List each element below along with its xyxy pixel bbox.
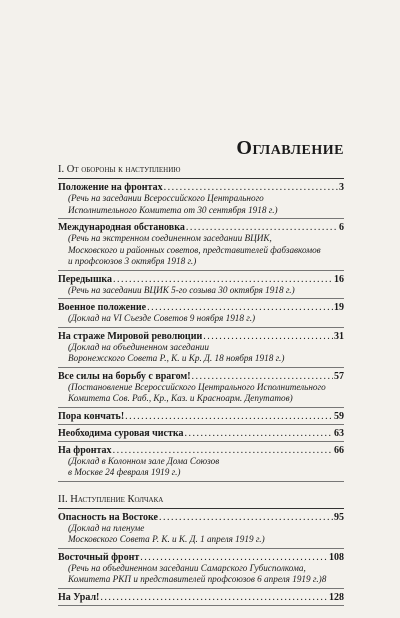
leader-dots [113, 274, 333, 285]
page-number: 16 [334, 273, 344, 285]
toc-entry [58, 589, 344, 605]
entry-title: Необходима суровая чистка [58, 427, 184, 439]
section-heading-1: I. От обороны к наступлению [58, 164, 181, 175]
entry-note: (Доклад в Колонном зале Дома Союзов в Москве 24 февраля 1919 г.) [68, 455, 220, 477]
page-number: 57 [334, 370, 344, 382]
entry-title: Пора кончать! [58, 410, 125, 422]
entry-title: Восточный фронт [58, 551, 140, 563]
page-number: 63 [334, 427, 344, 439]
entry-note: (Доклад на пленуме Московского Совета Р. К. и К. Д. 1 апреля 1919 г.) [68, 522, 265, 544]
entry-title: Военное положение [58, 302, 147, 313]
page-number: 19 [334, 302, 344, 313]
page-number: 59 [334, 410, 344, 422]
entry-title: Передышка [58, 273, 113, 285]
entry-note: (Доклад на VI Съезде Советов 9 ноября 1918 г.) [68, 313, 256, 323]
toc-entry [58, 368, 344, 407]
entry-title: На фронтах [58, 444, 112, 456]
toc-entry [58, 328, 344, 367]
toc-entry [58, 219, 344, 270]
entry-note: (Доклад на объединенном заседании Воронежского Совета Р., К. и Кр. Д. 18 ноября 1918 г.) [68, 341, 285, 363]
entry-title: На Урал! [58, 591, 100, 603]
leader-dots [100, 592, 328, 603]
entry-note: (Речь на заседании ВЦИК 5-го созыва 30 октября 1918 г.) [68, 284, 295, 295]
toc-entry [58, 271, 344, 299]
page-number: 6 [339, 222, 344, 233]
toc-entry [58, 425, 344, 441]
leader-dots [186, 222, 338, 233]
toc-entry [58, 549, 344, 588]
entry-title: Все силы на борьбу с врагом! [58, 370, 191, 382]
toc-entry [58, 299, 344, 327]
entry-title: Положение на фронтах [58, 182, 163, 193]
leader-dots [125, 411, 333, 422]
entry-title: Опасность на Востоке [58, 511, 158, 523]
entry-note: (Речь на объединенном заседании Самарского Губисполкома, Комитета РКП и представителей профсоюзов 6 апреля 1919 г.)8 [68, 562, 327, 584]
leader-dots [140, 552, 328, 563]
page-number: 95 [334, 511, 344, 523]
entry-title: Международная обстановка [58, 222, 185, 233]
page-number: 31 [334, 330, 344, 342]
toc-entry [58, 408, 344, 424]
leader-dots [192, 371, 333, 382]
page-number: 66 [334, 444, 344, 456]
entry-note: (Речь на экстренном соединенном заседании ВЦИК, Московского и районных советов, представителей фабзавкомов и профсоюзов 3 октября 1918 г.) [68, 233, 321, 266]
section-gap [58, 482, 344, 494]
leader-dots [164, 182, 338, 193]
entry-note: (Постановление Всероссийского Центрального Исполнительного Комитета Сов. Раб., Кр., Каз. и Красноарм. Депутатов) [68, 381, 326, 403]
toc-entry [58, 179, 344, 218]
page-number: 108 [329, 551, 344, 563]
table-of-contents [58, 164, 344, 606]
page-title: Оглавление [236, 137, 344, 159]
page-number: 128 [329, 591, 344, 603]
entry-note: (Речь на заседании Всероссийского Центрального Исполнительного Комитета от 30 сентября 1918 г.) [68, 193, 278, 215]
entry-divider [58, 605, 344, 606]
toc-entry [58, 509, 344, 548]
leader-dots [159, 512, 333, 523]
leader-dots [113, 445, 333, 456]
toc-entry [58, 442, 344, 481]
leader-dots [147, 302, 333, 313]
section-heading-2: II. Наступление Колчака [58, 493, 164, 505]
page-number: 3 [339, 182, 344, 193]
leader-dots [203, 331, 333, 342]
entry-title: На страже Мировой революции [58, 330, 203, 342]
leader-dots [185, 428, 333, 439]
